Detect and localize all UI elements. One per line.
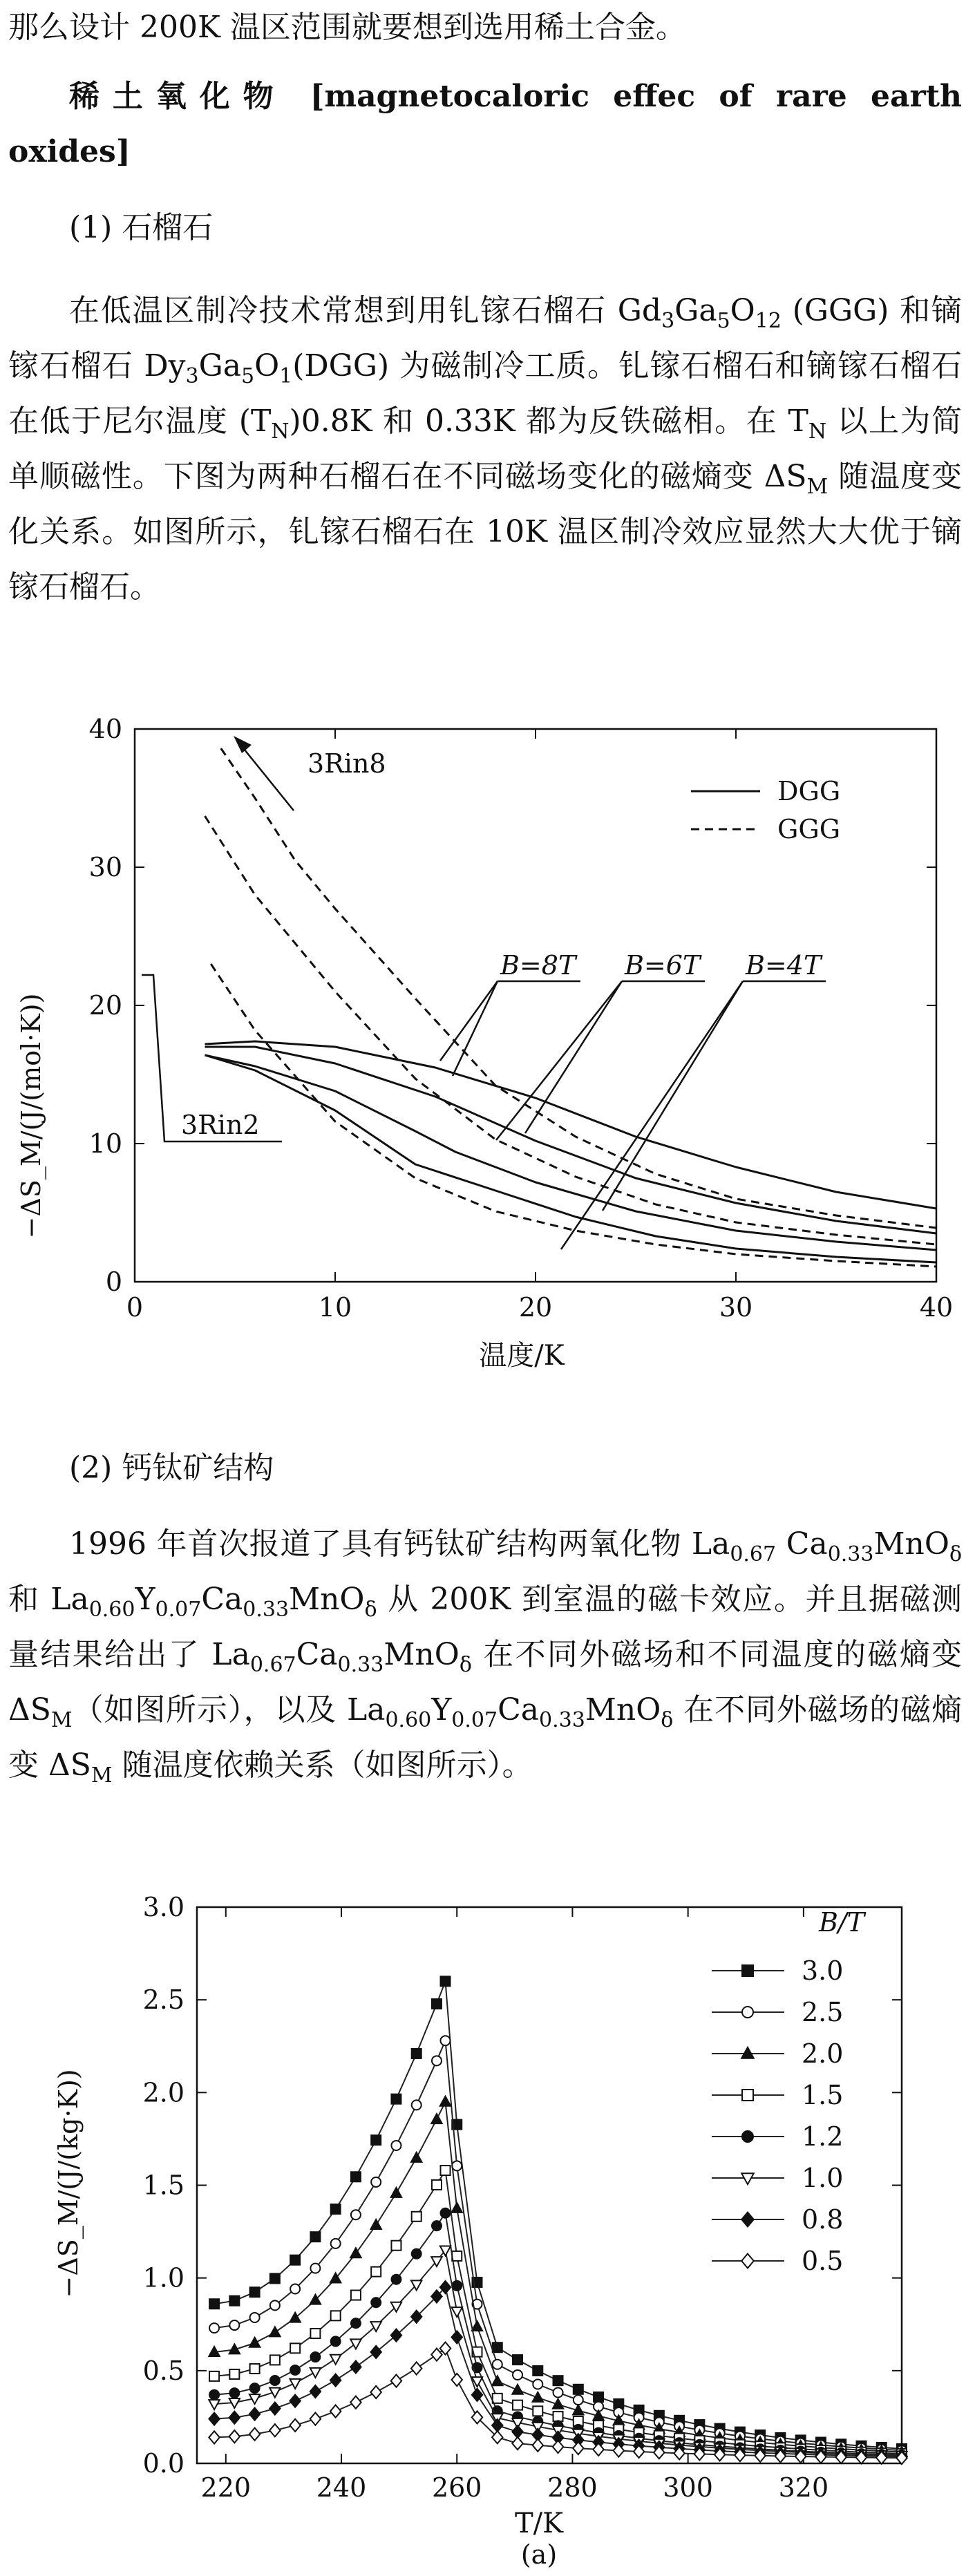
series-line-dgg-1: [205, 1047, 937, 1233]
data-point: [229, 2296, 239, 2306]
label-3rin8: 3Rin8: [307, 748, 386, 779]
x-tick-label: 10: [318, 1292, 352, 1323]
series-line-ggg-6: [211, 964, 936, 1267]
x-tick-label: 220: [200, 2472, 252, 2503]
data-point: [371, 2177, 381, 2187]
data-point: [441, 2208, 451, 2218]
data-point: [391, 2094, 401, 2104]
data-point: [250, 2313, 260, 2322]
data-point: [290, 2255, 300, 2265]
y-tick-label: 40: [88, 714, 122, 744]
data-point: [209, 2413, 219, 2425]
y-tick-label: 30: [88, 852, 122, 882]
data-point: [432, 2221, 442, 2231]
data-point: [452, 2331, 462, 2343]
data-point: [310, 2232, 320, 2242]
data-point: [391, 2329, 401, 2341]
arrow-line: [238, 742, 294, 811]
data-point: [290, 2419, 300, 2432]
data-point: [229, 2412, 240, 2424]
data-point: [533, 2439, 543, 2452]
data-point: [431, 2349, 442, 2361]
data-point: [371, 2135, 381, 2145]
data-point: [209, 2299, 219, 2309]
data-point: [350, 2339, 361, 2349]
data-point: [351, 2210, 361, 2219]
data-point: [350, 2396, 361, 2409]
series-line-dgg-0: [205, 1041, 937, 1209]
data-point: [411, 2152, 422, 2162]
label-b4t-leader-0: [561, 981, 743, 1249]
arrow-head-icon: [234, 736, 252, 753]
data-point: [209, 2400, 219, 2409]
data-point: [391, 2141, 401, 2150]
legend-label: 1.2: [802, 2121, 844, 2152]
series-line-ggg-5: [205, 816, 937, 1244]
label-b8t-leader-1: [453, 981, 498, 1076]
data-point: [310, 2264, 320, 2273]
y-tick-label: 1.5: [142, 2170, 184, 2201]
legend-label: 0.8: [802, 2204, 844, 2235]
data-point: [431, 2114, 442, 2123]
data-point: [290, 2395, 300, 2407]
data-point: [512, 2385, 522, 2394]
data-point: [441, 1976, 451, 1986]
data-point: [440, 2096, 451, 2106]
data-point: [370, 2219, 381, 2229]
garnet-entropy-chart: [0, 691, 975, 1403]
data-point: [513, 2400, 522, 2410]
data-point: [493, 2394, 502, 2403]
data-point: [330, 2374, 341, 2386]
data-point: [391, 2375, 401, 2387]
x-tick-label: 30: [719, 1292, 753, 1323]
legend-label: 1.0: [802, 2163, 844, 2193]
legend-marker: [741, 2173, 754, 2184]
data-point: [533, 2379, 542, 2389]
legend-label: 0.5: [802, 2246, 844, 2276]
y-tick-label: 0: [105, 1267, 122, 1297]
data-point: [270, 2300, 280, 2310]
legend-label: 2.5: [802, 1997, 844, 2027]
y-tick-label: 2.0: [142, 2077, 184, 2108]
data-point: [493, 2360, 502, 2369]
data-point: [229, 2388, 239, 2398]
label-b6t-leader-1: [525, 981, 622, 1133]
data-point: [371, 2298, 381, 2307]
legend-label-dgg: DGG: [777, 776, 841, 806]
y-tick-label: 1.0: [142, 2262, 184, 2293]
data-point: [290, 2343, 300, 2353]
data-point: [432, 2056, 442, 2065]
data-point: [574, 2385, 583, 2394]
data-point: [310, 2329, 320, 2338]
data-point: [553, 2376, 563, 2385]
x-axis-label: T/K: [514, 2508, 564, 2539]
data-point: [209, 2371, 219, 2381]
x-tick-label: 240: [316, 2472, 367, 2503]
data-point: [493, 2342, 502, 2352]
y-axis-label: −ΔS_M/(J/(kg·K)): [53, 2069, 84, 2298]
x-tick-label: 320: [778, 2472, 829, 2503]
legend-marker: [742, 2131, 753, 2142]
data-point: [412, 2100, 422, 2110]
data-point: [209, 2390, 219, 2400]
label-3rin2: 3Rin2: [181, 1110, 260, 1140]
subsection-perovskite: (2) 钙钛矿结构: [69, 1450, 274, 1486]
x-tick-label: 260: [431, 2472, 482, 2503]
data-point: [391, 2275, 401, 2284]
paragraph-garnet: 在低温区制冷技术常想到用钆镓石榴石 $Gd_3Ga_5O_{12}$ (GGG) 和镝镓石榴石 $Dy_3Ga_5O_1(DGG)$ 为磁制冷工质。钆镓石榴石和镝镓石榴石在低于尼尔温度 $(T_N)0.8K$ 和 0.33K 都为反铁磁相。在 $T_N$ 以上为简单顺磁性。下图为两种石榴石在不同磁场变化的磁熵变 $\Delta S_M$ 随温度变化关系。如图所示，钆镓石榴石在 10K 温区制冷效应显然大大优于镝镓石榴石。: [8, 293, 962, 605]
data-point: [270, 2376, 280, 2385]
data-point: [350, 2360, 361, 2373]
y-tick-label: 0.5: [142, 2355, 184, 2386]
perovskite-entropy-chart: [0, 1879, 975, 2576]
legend-marker: [741, 2047, 754, 2058]
legend-marker: [742, 2090, 753, 2101]
data-point: [573, 2442, 583, 2454]
x-tick-label: 300: [663, 2472, 713, 2503]
x-tick-label: 280: [547, 2472, 598, 2503]
legend-label: 1.5: [802, 2080, 844, 2110]
series-line-dgg-2: [205, 1055, 937, 1250]
y-tick-label: 0.0: [142, 2448, 184, 2479]
x-tick-label: 20: [518, 1292, 553, 1323]
data-point: [351, 2318, 361, 2328]
data-point: [412, 2249, 422, 2259]
y-tick-label: 10: [88, 1128, 122, 1159]
figure-caption: (a): [520, 2539, 558, 2570]
data-point: [452, 2203, 462, 2213]
data-point: [472, 2321, 482, 2331]
data-point: [432, 2180, 442, 2190]
data-point: [331, 2204, 341, 2214]
legend-title: B/T: [819, 1907, 865, 1938]
data-point: [513, 2370, 522, 2380]
data-point: [452, 2281, 462, 2291]
legend-label-ggg: GGG: [777, 814, 841, 844]
data-point: [411, 2362, 422, 2374]
data-point: [452, 2374, 462, 2386]
data-point: [250, 2287, 260, 2297]
data-point: [270, 2273, 280, 2283]
data-point: [432, 1999, 442, 2009]
data-point: [553, 2387, 563, 2397]
label-b8t: B=8T: [500, 950, 576, 981]
data-point: [441, 2036, 451, 2045]
data-point: [310, 2368, 321, 2378]
x-tick-label: 0: [126, 1292, 144, 1323]
data-point: [533, 2406, 542, 2416]
intro-line: 那么设计 200K 温区范围就要想到选用稀土合金。: [8, 10, 686, 45]
data-point: [310, 2385, 321, 2398]
data-point: [250, 2383, 260, 2393]
data-point: [330, 2355, 341, 2365]
data-point: [209, 2323, 219, 2333]
data-point: [310, 2352, 320, 2362]
data-point: [370, 2346, 381, 2358]
data-point: [290, 2365, 300, 2375]
data-point: [371, 2267, 381, 2277]
legend-marker: [741, 2254, 754, 2269]
data-point: [269, 2327, 280, 2336]
data-point: [290, 2284, 300, 2294]
data-point: [249, 2408, 260, 2421]
subsection-garnet: (1) 石榴石: [69, 210, 214, 245]
series-line-dgg-3: [205, 1055, 937, 1262]
data-point: [441, 2166, 451, 2175]
y-tick-label: 2.5: [142, 1985, 184, 2016]
label-b4t: B=4T: [746, 950, 822, 981]
data-point: [330, 2405, 341, 2417]
x-axis-label: 温度/K: [479, 1340, 565, 1372]
plot-frame: [135, 729, 936, 1282]
data-point: [250, 2364, 260, 2374]
data-point: [492, 2419, 502, 2432]
y-tick-label: 20: [88, 990, 122, 1021]
data-point: [391, 2188, 401, 2197]
data-point: [290, 2379, 300, 2389]
data-point: [249, 2338, 260, 2347]
data-point: [574, 2395, 583, 2405]
data-point: [351, 2291, 361, 2300]
y-tick-label: 3.0: [142, 1892, 184, 1922]
label-b8t-leader-0: [440, 981, 498, 1061]
data-point: [229, 2369, 239, 2379]
data-point: [229, 2320, 239, 2330]
data-point: [209, 2431, 219, 2443]
data-point: [331, 2239, 341, 2248]
data-point: [452, 2307, 462, 2317]
data-point: [594, 2392, 603, 2402]
data-point: [452, 2161, 462, 2170]
data-point: [391, 2241, 401, 2251]
y-axis-label: −ΔS_M/(J/(mol·K)): [16, 993, 46, 1239]
data-point: [412, 2212, 422, 2222]
data-point: [553, 2412, 563, 2421]
data-point: [310, 2413, 321, 2425]
data-point: [452, 2251, 462, 2261]
legend-marker: [741, 2213, 754, 2227]
data-point: [351, 2172, 361, 2181]
section-heading: 稀土氧化物 [magnetocaloric effec of rare earth oxides]: [8, 79, 962, 169]
plot-frame: [197, 1907, 902, 2463]
data-point: [370, 2386, 381, 2398]
data-point: [270, 2355, 280, 2365]
legend-label: 2.0: [802, 2038, 844, 2069]
data-point: [553, 2441, 563, 2453]
data-point: [229, 2430, 240, 2443]
label-b6t-leader-0: [496, 981, 622, 1140]
data-point: [492, 2376, 502, 2385]
data-point: [412, 2049, 422, 2058]
data-point: [269, 2424, 280, 2436]
label-b4t-leader-1: [603, 981, 743, 1211]
legend-label: 3.0: [802, 1955, 844, 1986]
data-point: [331, 2311, 341, 2320]
data-point: [269, 2402, 280, 2414]
x-tick-label: 40: [919, 1292, 954, 1323]
data-point: [533, 2366, 542, 2376]
data-point: [513, 2355, 522, 2365]
data-point: [249, 2428, 260, 2441]
paragraph-perovskite: 1996 年首次报道了具有钙钛矿结构两氧化物 $La_{0.67}$ $Ca_{0.33}MnO_\delta$ 和 $La_{0.60}Y_{0.07}Ca_{0.33}MnO_\delta$ 从 200K 到室温的磁卡效应。并且据磁测量结果给出了 $La_{0.67}Ca_{0.33}MnO_\delta$ 在不同外磁场和不同温度的磁熵变 $\Delta S_M$（如图所示），以及 $La_{0.60}Y_{0.07}Ca_{0.33}MnO_\delta$ 在不同外磁场的磁熵变 $\Delta S_M$ 随温度依赖关系（如图所示）。: [8, 1526, 963, 1788]
label-b6t: B=6T: [625, 950, 701, 981]
data-point: [512, 2437, 522, 2450]
legend-marker: [742, 2007, 753, 2018]
data-point: [331, 2336, 341, 2346]
legend-marker: [742, 1965, 753, 1976]
data-point: [440, 2342, 451, 2355]
